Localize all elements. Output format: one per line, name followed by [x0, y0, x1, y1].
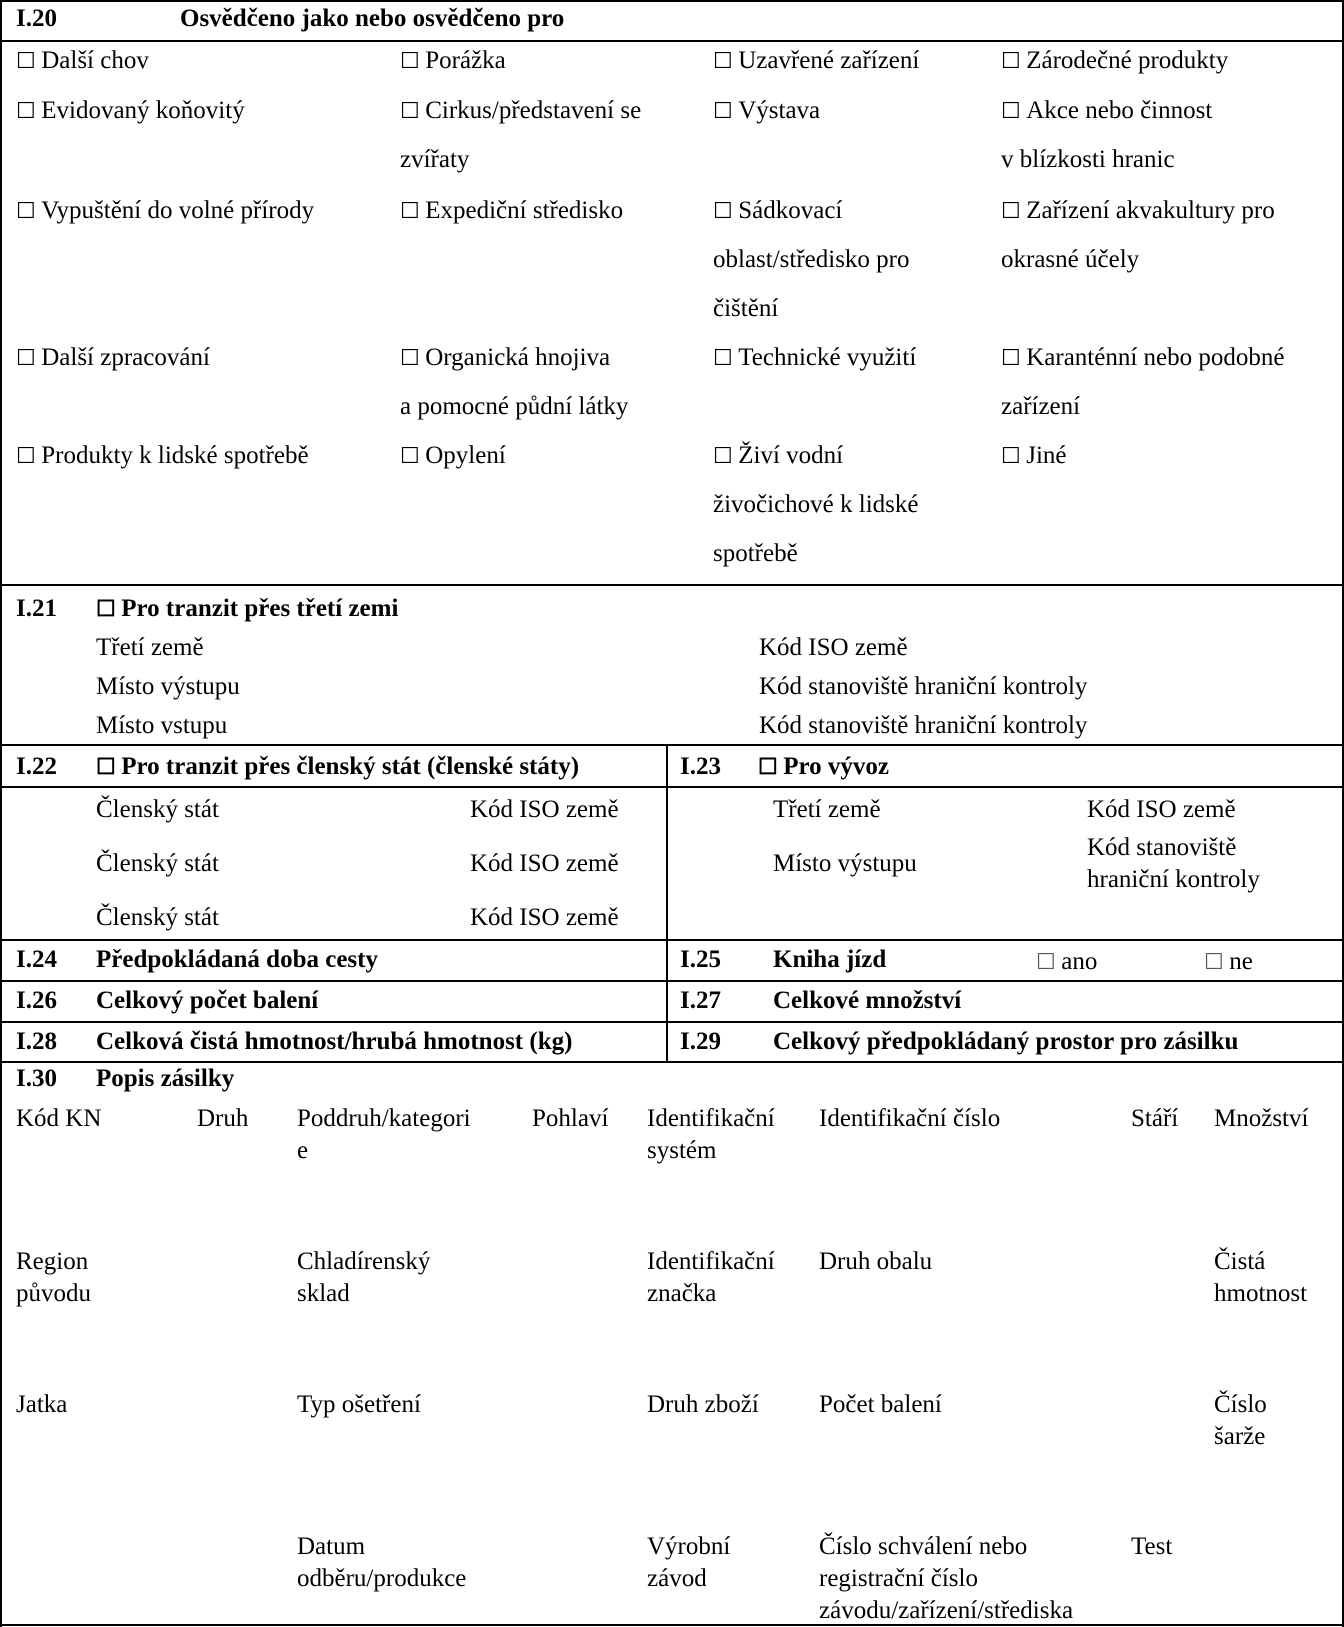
i20-option[interactable]: [400, 46, 506, 76]
i23-label: Místo výstupu: [773, 850, 917, 877]
checkbox-icon[interactable]: ☐: [713, 48, 739, 73]
checkbox-icon[interactable]: ☐: [16, 443, 42, 468]
checkbox-icon[interactable]: ☐: [16, 48, 42, 73]
i30-field-region: původu: [16, 1280, 91, 1307]
i20-option-label-cont: živočichové k lidské: [713, 491, 919, 518]
i30-field-test: Test: [1131, 1533, 1173, 1560]
i20-option[interactable]: [400, 96, 641, 126]
i20-option[interactable]: [1001, 343, 1285, 373]
i20-option-label: Zařízení akvakultury pro: [1026, 197, 1275, 224]
i21-checkbox-row[interactable]: [96, 594, 398, 624]
i30-field-poddruh: Poddruh/kategori: [297, 1105, 471, 1132]
i30-field-id-cislo: Identifikační číslo: [819, 1105, 1001, 1132]
i20-option[interactable]: [16, 441, 309, 471]
section-title-i28: Celková čistá hmotnost/hrubá hmotnost (kg): [96, 1028, 573, 1055]
i30-field-obal: Druh obalu: [819, 1248, 933, 1275]
i20-option[interactable]: [713, 196, 842, 226]
i22-label: Kód ISO země: [470, 904, 619, 931]
i20-option[interactable]: [713, 343, 916, 373]
i30-field-schvaleni: Číslo schválení nebo: [819, 1533, 1028, 1560]
section-title-i22: Pro tranzit přes členský stát (členské státy): [121, 753, 580, 780]
checkbox-icon[interactable]: ☐: [400, 48, 426, 73]
i20-option-label-cont: oblast/středisko pro: [713, 246, 910, 273]
checkbox-icon[interactable]: ☐: [96, 754, 122, 779]
i20-option-label: Porážka: [425, 47, 506, 74]
checkbox-icon[interactable]: ☐: [1001, 98, 1027, 123]
i22-label: Členský stát: [96, 796, 219, 823]
checkbox-icon[interactable]: ☐: [1001, 48, 1027, 73]
divider-i22: [0, 744, 1344, 746]
i20-option[interactable]: [1001, 96, 1212, 126]
i23-checkbox-row[interactable]: [758, 752, 889, 782]
i20-option[interactable]: [16, 196, 314, 226]
i20-option-label: Uzavřené zařízení: [738, 47, 920, 74]
checkbox-icon[interactable]: ☐: [1001, 345, 1027, 370]
section-code-i20: I.20: [16, 5, 57, 32]
i25-yes-option[interactable]: [1036, 947, 1097, 977]
section-title-i24: Předpokládaná doba cesty: [96, 946, 378, 973]
i20-option-label-cont: zařízení: [1001, 393, 1081, 420]
checkbox-icon[interactable]: ☐: [16, 98, 42, 123]
i20-option-label: Další zpracování: [41, 344, 210, 371]
i20-option-label-cont: a pomocné půdní látky: [400, 393, 629, 420]
i23-label: Kód stanoviště: [1087, 834, 1237, 861]
i30-field-znacka: značka: [647, 1280, 717, 1307]
checkbox-icon[interactable]: ☐: [1001, 198, 1027, 223]
i30-field-hmotnost: hmotnost: [1214, 1280, 1308, 1307]
i30-field-baleni: Počet balení: [819, 1391, 942, 1418]
section-code-i29: I.29: [680, 1028, 721, 1055]
i20-option[interactable]: [713, 441, 843, 471]
divider-i22-header: [0, 786, 1344, 788]
i20-option-label-cont: okrasné účely: [1001, 246, 1140, 273]
i30-field-druh: Druh: [197, 1105, 249, 1132]
checkbox-icon[interactable]: ☐: [400, 98, 426, 123]
i22-checkbox-row[interactable]: [96, 752, 579, 782]
i23-label: Kód ISO země: [1087, 796, 1236, 823]
divider-i28: [0, 1021, 1344, 1023]
checkbox-icon[interactable]: ☐: [400, 345, 426, 370]
i30-field-schvaleni: registrační číslo: [819, 1565, 978, 1592]
i20-option-label: Cirkus/představení se: [425, 97, 642, 124]
i20-option-label-cont: v blízkosti hranic: [1001, 146, 1175, 173]
i30-field-kod-kn: Kód KN: [16, 1105, 102, 1132]
checkbox-icon[interactable]: ☐: [713, 98, 739, 123]
i20-option-label: Karanténní nebo podobné: [1026, 344, 1285, 371]
i30-field-sarze: Číslo: [1214, 1391, 1267, 1418]
i20-option-label: Vypuštění do volné přírody: [41, 197, 315, 224]
i22-label: Kód ISO země: [470, 796, 619, 823]
frame-bottom: [0, 1624, 1344, 1626]
section-code-i26: I.26: [16, 987, 57, 1014]
i30-field-zbozi: Druh zboží: [647, 1391, 759, 1418]
i20-option-label: Expediční středisko: [425, 197, 624, 224]
i30-field-datum: odběru/produkce: [297, 1565, 467, 1592]
i20-option-label-cont: zvířaty: [400, 146, 470, 173]
i20-option[interactable]: [713, 96, 820, 126]
checkbox-icon[interactable]: ☐: [1204, 949, 1230, 974]
i23-label: Třetí země: [773, 796, 881, 823]
checkbox-icon[interactable]: ☐: [713, 345, 739, 370]
checkbox-icon[interactable]: ☐: [400, 443, 426, 468]
i30-field-poddruh: e: [297, 1137, 309, 1164]
i30-field-pohlavi: Pohlaví: [532, 1105, 609, 1132]
divider-i20: [0, 40, 1344, 42]
i20-option-label: Akce nebo činnost: [1026, 97, 1213, 124]
i21-label: Místo vstupu: [96, 712, 228, 739]
checkbox-icon[interactable]: ☐: [16, 198, 42, 223]
i30-field-mnozstvi: Množství: [1214, 1105, 1309, 1132]
i22-label: Členský stát: [96, 850, 219, 877]
i20-option[interactable]: [713, 46, 919, 76]
divider-i26: [0, 980, 1344, 982]
i20-option[interactable]: [400, 441, 506, 471]
i22-label: Kód ISO země: [470, 850, 619, 877]
checkbox-icon[interactable]: ☐: [1001, 443, 1027, 468]
i30-field-znacka: Identifikační: [647, 1248, 775, 1275]
i20-option-label: Evidovaný koňovitý: [41, 97, 245, 124]
section-title-i26: Celkový počet balení: [96, 987, 319, 1014]
i22-label: Členský stát: [96, 904, 219, 931]
section-code-i30: I.30: [16, 1065, 57, 1092]
section-code-i23: I.23: [680, 753, 721, 780]
section-code-i25: I.25: [680, 946, 721, 973]
i30-field-sarze: šarže: [1214, 1423, 1266, 1450]
i30-field-sklad: Chladírenský: [297, 1248, 431, 1275]
i20-option[interactable]: [1001, 441, 1067, 471]
i30-field-sklad: sklad: [297, 1280, 350, 1307]
i30-field-zavod: závod: [647, 1565, 707, 1592]
i20-option-label: Živí vodní: [738, 442, 844, 469]
i30-field-jatka: Jatka: [16, 1391, 68, 1418]
i23-label: hraniční kontroly: [1087, 866, 1260, 893]
checkbox-icon[interactable]: ☐: [713, 198, 739, 223]
i20-option-label: Výstava: [738, 97, 821, 124]
i30-field-id-system: Identifikační: [647, 1105, 775, 1132]
i20-option[interactable]: [16, 46, 149, 76]
i21-label: Kód stanoviště hraniční kontroly: [759, 712, 1088, 739]
checkbox-icon[interactable]: ☐: [400, 198, 426, 223]
i20-option-label: Další chov: [41, 47, 149, 74]
i30-field-osetreni: Typ ošetření: [297, 1391, 421, 1418]
i20-option-label: Jiné: [1026, 442, 1067, 469]
divider-i21: [0, 584, 1344, 586]
i20-option-label: Organická hnojiva: [425, 344, 611, 371]
section-title-i21: Pro tranzit přes třetí zemi: [121, 595, 399, 622]
section-title-i30: Popis zásilky: [96, 1065, 235, 1092]
i20-option-label: Zárodečné produkty: [1026, 47, 1229, 74]
i20-option-label: Opylení: [425, 442, 506, 469]
section-code-i22: I.22: [16, 753, 57, 780]
divider-i24: [0, 939, 1344, 941]
i21-label: Třetí země: [96, 634, 204, 661]
checkbox-icon[interactable]: ☐: [758, 754, 784, 779]
i20-option[interactable]: [1001, 46, 1228, 76]
i30-field-schvaleni: závodu/zařízení/střediska: [819, 1597, 1074, 1624]
frame-top: [0, 0, 1344, 2]
checkbox-icon[interactable]: ☐: [1036, 949, 1062, 974]
divider-i30: [0, 1061, 1344, 1063]
section-code-i24: I.24: [16, 946, 57, 973]
frame-left: [0, 0, 2, 1627]
section-code-i21: I.21: [16, 595, 57, 622]
section-title-i27: Celkové množství: [773, 987, 962, 1014]
checkbox-icon[interactable]: ☐: [16, 345, 42, 370]
i21-label: Kód ISO země: [759, 634, 908, 661]
i20-option[interactable]: [400, 343, 610, 373]
i20-option[interactable]: [16, 343, 210, 373]
i20-option-label: Produkty k lidské spotřebě: [41, 442, 309, 469]
i30-field-stari: Stáří: [1131, 1105, 1179, 1132]
i30-field-zavod: Výrobní: [647, 1533, 731, 1560]
i20-option-label: Technické využití: [738, 344, 917, 371]
section-code-i27: I.27: [680, 987, 721, 1014]
section-title-i20: Osvědčeno jako nebo osvědčeno pro: [180, 5, 565, 32]
i30-field-id-system: systém: [647, 1137, 717, 1164]
i30-field-hmotnost: Čistá: [1214, 1248, 1266, 1275]
i30-field-region: Region: [16, 1248, 89, 1275]
checkbox-icon[interactable]: ☐: [96, 596, 122, 621]
i20-option-label-cont: čištění: [713, 295, 779, 322]
i20-option-label-cont: spotřebě: [713, 540, 798, 567]
i21-label: Místo výstupu: [96, 673, 240, 700]
divider-vertical-mid: [666, 744, 668, 1061]
section-title-i29: Celkový předpokládaný prostor pro zásilku: [773, 1028, 1239, 1055]
i20-option[interactable]: [400, 196, 623, 226]
i20-option[interactable]: [16, 96, 245, 126]
i25-no-label: ne: [1229, 948, 1253, 975]
i25-yes-label: ano: [1061, 948, 1098, 975]
i20-option[interactable]: [1001, 196, 1275, 226]
section-title-i23: Pro vývoz: [783, 753, 889, 780]
i21-label: Kód stanoviště hraniční kontroly: [759, 673, 1088, 700]
i30-field-datum: Datum: [297, 1533, 366, 1560]
checkbox-icon[interactable]: ☐: [713, 443, 739, 468]
section-code-i28: I.28: [16, 1028, 57, 1055]
i25-no-option[interactable]: [1204, 947, 1253, 977]
i20-option-label: Sádkovací: [738, 197, 843, 224]
section-title-i25: Kniha jízd: [773, 946, 887, 973]
